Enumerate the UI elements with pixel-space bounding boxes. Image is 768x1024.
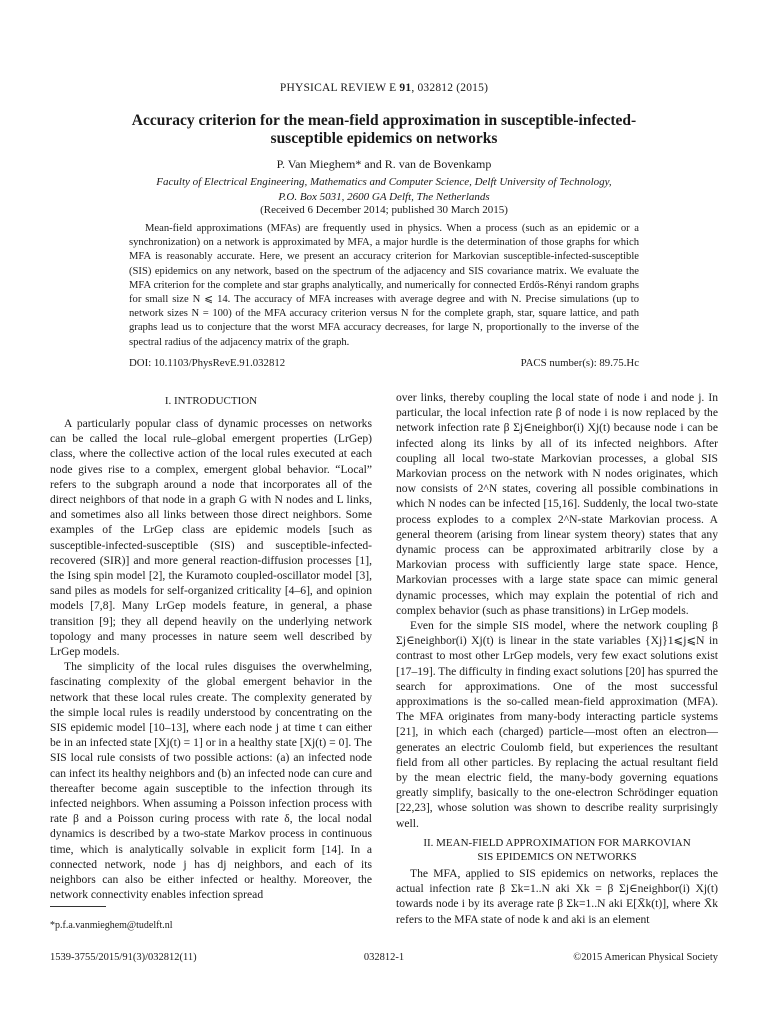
mfa-paragraph: Even for the simple SIS model, where the network coupling β Σj∈neighbor(i) Xj(t) is linear in the state variables {Xj}1⩽j⩽N in contrast to most other LrGep models, very few exact solutions exist [17–19]. The difficulty in finding exact solutions [20] has spurred the search for approximations. One of the most successful approximations is the so-called mean-field approximation (MFA). The MFA originates from many-body interacting particle systems [21], in which each (charged) particle—most often an electron—generates an electric Coulomb field, but experiences the resultant field from all other particles. By replacing the actual resultant field by the mean electric field, the many-body governing equations greatly simplify, basically to the one-electron Schrödinger equation [22,23], whose solution was shown to describe reality surprisingly well. [396,619,718,830]
journal-name: PHYSICAL REVIEW E [279,82,400,94]
right-column [396,390,718,831]
section-heading-introduction: I. INTRODUCTION [164,395,258,407]
journal-volume: 91 [399,82,412,94]
paper-title: Accuracy criterion for the mean-field approximation in susceptible-infected-susceptible epidemics on networks [131,112,637,147]
footnote-divider [50,906,106,907]
abstract: Mean-field approximations (MFAs) are frequently used in physics. When a process (such as an epidemic or a synchronization) on a network is approximated by MFA, a major hurdle is the determination of those graphs for which MFA is reasonably accurate. Here, we present an accuracy criterion for Markovian susceptible-infected-susceptible (SIS) epidemics on any network, based on the spectrum of the adjacency and SIS covariance matrix. We evaluate the MFA criterion for the complete and star graphs analytically, and numerically for connected Erdős-Rényi random graphs for small size N ⩽ 14. The accuracy of MFA increases with average degree and with N. Precise simulations (up to network sizes N = 100) of the MFA accuracy criterion versus N for the complete graph, star, square lattice, and path graphs lead us to conjecture that the worst MFA accuracy decreases, for large N, proportionally to the inverse of the spectral radius of the adjacency matrix of the graph. [129,223,639,348]
affiliation-line-1: Faculty of Electrical Engineering, Mathematics and Computer Science, Delft University of Technology, [156,176,612,188]
doi-link[interactable]: DOI: 10.1103/PhysRevE.91.032812 [129,357,286,369]
section-heading-mfa [396,836,718,864]
left-column [50,390,372,903]
journal-header [0,82,768,94]
affiliation [100,175,668,204]
section-2-body [396,866,718,927]
issn-code: 1539-3755/2015/91(3)/032812(11) [50,952,197,963]
copyright: ©2015 American Physical Society [573,952,718,963]
author-list: P. Van Mieghem* and R. van de Bovenkamp [276,157,492,171]
received-dates: (Received 6 December 2014; published 30 March 2015) [260,204,508,216]
section-heading-mfa-line-2: SIS EPIDEMICS ON NETWORKS [477,851,637,863]
affiliation-line-2: P.O. Box 5031, 2600 GA Delft, The Netherlands [278,190,490,203]
continued-paragraph: over links, thereby coupling the local state of node i and node j. In particular, the local infection rate β of node i is now replaced by the network infection rate β Σj∈neighbor(i) Xj(t) because node i can be infected along its links by all of its infected neighbors. After coupling all local two-state Markovian processes, a global SIS Markovian process on the network with N nodes originates, which now consists of 2^N states, covering all possible combinations in which N nodes can be infected [15,16]. Suddenly, the local two-state process explodes to a complex 2^N-state Markovian process. A general theorem (arising from linear system theory) states that any dynamic process can be approximated arbitrarily close by a Markovian process with sufficiently large state space. Hence, Markovian processes with a large state space can mimic general dynamic processes, which may explain the potential of rich and complex behavior (such as phase transitions) in LrGep models. [396,391,718,617]
pacs-numbers: PACS number(s): 89.75.Hc [520,357,639,369]
intro-paragraph-1: A particularly popular class of dynamic processes on networks can be called the local rule–global emergent properties (LrGep) class, where the collective action of the local rules executed at each node gives rise to a complex, emergent global behavior. “Local” refers to the subgraph around a node that incorporates all of the direct neighbors of that node in a graph G with N nodes and L links, and sometimes also all links between those direct neighbors. Some examples of the LrGep class are epidemic models [such as susceptible-infected-susceptible (SIS) and susceptible-infected-recovered (SIR)] and more general reaction-diffusion processes [1], the Ising spin model [2], the Kuramoto coupled-oscillator model [3], sand piles as models for self-organized criticality [4–6], and opinion models [7,8]. Many LrGep models feature, in general, a phase transition [9]; they all depend heavily on the underlying network topology and many processes in nature seem well described by LrGep models. [50,417,372,659]
journal-issue: , 032812 (2015) [411,82,489,94]
section-heading-mfa-line-1: II. MEAN-FIELD APPROXIMATION FOR MARKOVIAN [423,837,691,849]
page-number: 032812-1 [363,952,405,963]
section-2-paragraph: The MFA, applied to SIS epidemics on networks, replaces the actual infection rate β Σk=1..N aki Xk = β Σj∈neighbor(i) Xj(t) towards node i by its average rate β Σk=1..N aki E[X̄k(t)], where X̄k refers to the MFA state of node k and aki is an element [396,867,718,926]
author-email-footnote[interactable]: *p.f.a.vanmieghem@tudelft.nl [50,920,173,931]
intro-paragraph-2: The simplicity of the local rules disguises the overwhelming, fascinating complexity of the global emergent behavior in the network that these local rules create. The complexity generated by the simple local rules is readily understood by concentrating on the SIS epidemic model [10–13], where each node j at time t can either be in an infected state [Xj(t) = 1] or in a healthy state [Xj(t) = 0]. The SIS local rule consists of two possible actions: (a) an infected node can infect its healthy neighbors and (b) an infected node can cure and thereafter become again susceptible to the infection through its infected neighbors. When assuming a Poisson infection process with rate β and a Poisson curing process with rate δ, the local nodal dynamics is described by a two-state Markov process in continuous time, which is analytically solvable in explicit form [14]. In a connected network, node j has dj neighbors, and each of its neighbors can also be either infected or healthy. Moreover, the network connectivity enables infection spread [50,660,372,902]
